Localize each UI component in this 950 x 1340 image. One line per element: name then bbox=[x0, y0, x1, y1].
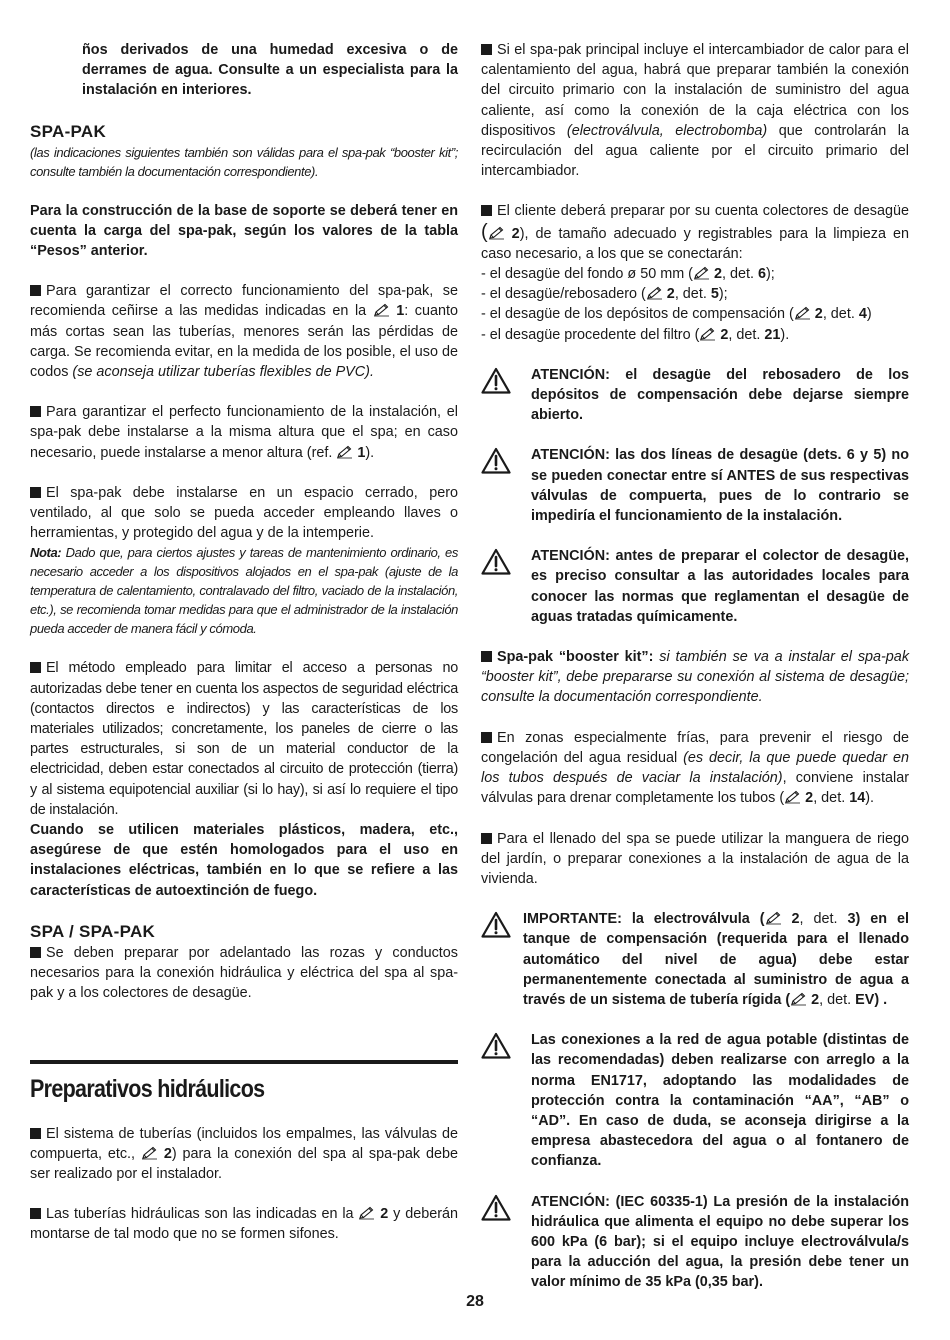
warning-drain-lines-text: ATENCIÓN: las dos líneas de desagüe (dets. 6 y 5) no se pueden conectar entre sí ANTES de sus respectivas válvulas de compuerta, pues de lo contrario se impediría el funcionamiento de la instalación. bbox=[531, 447, 909, 525]
paragraph-height bbox=[30, 402, 458, 463]
reference-number: 2 bbox=[511, 225, 520, 242]
booster-kit-text: si también se va a instalar el spa-pak “booster kit”, debe prepararse su conexión al sistema de desagüe; consulte la documentación correspondiente. bbox=[481, 649, 910, 706]
right-column bbox=[481, 40, 909, 1293]
paragraph-height-text-2: ). bbox=[365, 444, 375, 461]
paragraph-heat-exchanger-italic: (electroválvula, electrobomba) bbox=[566, 122, 768, 139]
square-bullet-icon bbox=[481, 44, 492, 55]
intro-bold-paragraph: ños derivados de una humedad excesiva o de derrames de agua. Consulte a un especialista para la instalación en interiores. bbox=[82, 42, 458, 99]
reference-number: 2 bbox=[666, 286, 675, 303]
warning-pressure-text: ATENCIÓN: (IEC 60335-1) La presión de la instalación hidráulica que alimenta el equipo no debe superar los 600 kPa (6 bar); si el equipo incluye electroválvula/s para la aducción del agua, la presión debe tener un valor mínimo de 35 kPa (0,35 bar). bbox=[531, 1193, 909, 1291]
drain-item-text: - el desagüe/rebosadero ( bbox=[481, 286, 646, 303]
paragraph-piping-text-2: ) para la conexión del spa al spa-pak debe ser realizado por el instalador. bbox=[30, 1145, 459, 1182]
paragraph-filling bbox=[481, 829, 909, 890]
reference-number: 2 bbox=[380, 1206, 389, 1223]
paragraph-enclosure bbox=[30, 483, 458, 544]
spapak-heading: SPA-PAK bbox=[30, 121, 107, 141]
paragraph-drain-text-2: ), de tamaño adecuado y registrables para la limpieza en caso necesario, a los que se conectarán: bbox=[481, 225, 910, 262]
important-text-1: IMPORTANTE: la electroválvula ( bbox=[523, 911, 765, 928]
reference-number: 1 bbox=[357, 444, 366, 461]
important-text-2: ) en el tanque de compensación (requerida para el llenado automático del nivel de agua) debe estar permanentemente conectada al suministro de agua a través de un sistema de tubería rígida ( bbox=[523, 911, 910, 1008]
note-label: Nota: bbox=[30, 545, 62, 561]
note-text: Dado que, para ciertos ajustes y tareas de mantenimiento ordinario, es necesario acceder a los dispositivos alojados en el spa-pak (ajuste de la temperatura de calentamiento, contralavado del filtro, vaciado de la instalación, etc.), se recomienda tomar medidas para que el administrador de la instalación pueda acceder de manera fácil y cómoda. bbox=[30, 545, 458, 637]
detail-number: 21 bbox=[764, 326, 781, 343]
detail-number: 6 bbox=[758, 266, 767, 283]
square-bullet-icon bbox=[30, 662, 41, 673]
paragraph-drain-text: El cliente deberá preparar por su cuenta colectores de desagüe bbox=[497, 203, 909, 220]
paragraph-piping bbox=[30, 1124, 458, 1185]
square-bullet-icon bbox=[481, 205, 492, 216]
warning-overflow bbox=[481, 365, 909, 426]
pencil-reference-icon bbox=[358, 1206, 375, 1220]
spapak-note: (las indicaciones siguientes también son válidas para el spa-pak “booster kit”; consulte también la documentación correspondiente). bbox=[30, 144, 458, 179]
square-bullet-icon bbox=[30, 285, 41, 296]
paragraph-booster-kit bbox=[481, 647, 909, 708]
square-bullet-icon bbox=[30, 406, 41, 417]
filling-text: Para el llenado del spa se puede utilizar la manguera de riego del jardín, o preparar conexiones a la instalación de agua de la vivienda. bbox=[481, 830, 909, 887]
det-label: , det. bbox=[813, 790, 846, 807]
det-label: , det. bbox=[799, 911, 838, 928]
square-bullet-icon bbox=[30, 487, 41, 498]
warning-triangle-icon bbox=[481, 1032, 511, 1059]
warning-local-authorities bbox=[481, 546, 909, 627]
cold-zones-italic: (es decir, la que puede quedar en los tubos después de vaciar la instalación) bbox=[481, 749, 910, 787]
warning-pressure bbox=[481, 1192, 909, 1293]
det-label: , det. bbox=[674, 286, 707, 303]
warning-triangle-icon bbox=[481, 367, 511, 394]
detail-number: 5 bbox=[710, 286, 719, 303]
square-bullet-icon bbox=[30, 1208, 41, 1219]
square-bullet-icon bbox=[481, 732, 492, 743]
paragraph-cold-zones: En zonas especialmente frías, para prevenir el riesgo de congelación del agua residual (es decir, la que puede quedar en los tubos después de vaciar la instalación), conviene instalar válvulas para drenar completamente los tubos ( 2, det. 14). bbox=[481, 729, 910, 807]
paragraph-access-text: El método empleado para limitar el acceso a personas no autorizadas debe tener en cuenta los aspectos de seguridad eléctrica (contactos directos e indirectos) y las características de los materiales utilizados; concretamente, los paneles de cierre o las partes estructurales, si son de un material conductor de la electricidad, deben estar conectados al circuito de protección (tierra) y al sistema equipotencial auxiliar (si lo hay), si así lo requiere el tipo de instalación. bbox=[30, 660, 458, 818]
reference-number: 2 bbox=[791, 911, 800, 928]
drain-item: - el desagüe procedente del filtro ( 2, det. 21). bbox=[481, 326, 790, 343]
warning-triangle-icon bbox=[481, 911, 511, 938]
drain-item-text: - el desagüe del fondo ø 50 mm ( bbox=[481, 266, 693, 283]
drain-item: - el desagüe de los depósitos de compensación ( 2, det. 4) bbox=[481, 306, 872, 323]
paragraph-dimensions-text: Para garantizar el correcto funcionamiento del spa-pak, se recomienda ceñirse a las medidas indicadas en la bbox=[30, 283, 458, 320]
square-bullet-icon bbox=[481, 833, 492, 844]
reference-number: 2 bbox=[163, 1145, 172, 1162]
paragraph-materials-bold: Cuando se utilicen materiales plásticos, madera, etc., asegúrese de que estén homologados para el uso en instalaciones eléctricas, también en lo que se refiere a las características de autoextinción de fuego. bbox=[30, 822, 458, 899]
paragraph-dimensions bbox=[30, 281, 458, 382]
detail-number: 4 bbox=[858, 306, 867, 323]
warning-potable-water-text: Las conexiones a la red de agua potable (distintas de las recomendadas) deben realizarse con arreglo a la norma EN1717, adoptando las modalidades de protección contra la contaminación “AA”, “AB” o “AD”. En caso de duda, se aconseja dirigirse a la empresa abastecedora del agua o al fontanero de confianza. bbox=[531, 1032, 909, 1170]
warning-potable-water bbox=[481, 1030, 909, 1171]
square-bullet-icon bbox=[481, 651, 492, 662]
paragraph-pipes-text: Las tuberías hidráulicas son las indicadas en la bbox=[46, 1206, 354, 1223]
square-bullet-icon bbox=[30, 1128, 41, 1139]
warning-triangle-icon bbox=[481, 548, 511, 575]
det-label: , det. bbox=[822, 306, 855, 323]
paragraph-heat-exchanger-text: Si el spa-pak principal incluye el intercambiador de calor para el calentamiento del agua, habrá que preparar también la conexión del circuito primario con la instalación de suministro del agua caliente, así como la conexión de la caja eléctrica con los dispositivos bbox=[481, 42, 909, 139]
drain-item: - el desagüe del fondo ø 50 mm ( 2, det. 6); bbox=[481, 266, 775, 283]
reference-number: 2 bbox=[805, 790, 814, 807]
note-paragraph bbox=[30, 543, 458, 638]
pencil-reference-icon bbox=[693, 266, 710, 280]
booster-kit-label: Spa-pak “booster kit”: bbox=[497, 649, 654, 666]
det-label: , det. bbox=[728, 326, 761, 343]
paragraph-pipes bbox=[30, 1204, 458, 1244]
warning-triangle-icon bbox=[481, 447, 511, 474]
detail-number: EV bbox=[855, 991, 875, 1008]
pencil-reference-icon bbox=[765, 911, 782, 925]
important-solenoid-valve bbox=[481, 909, 909, 1010]
pencil-reference-icon bbox=[646, 286, 663, 300]
drain-item: - el desagüe/rebosadero ( 2, det. 5); bbox=[481, 286, 728, 303]
drain-item-text: - el desagüe procedente del filtro ( bbox=[481, 326, 700, 343]
paragraph-height-text: Para garantizar el perfecto funcionamiento de la instalación, el spa-pak debe instalarse a la misma altura que el spa; en caso necesario, puede instalarse a menor altura (ref. bbox=[30, 404, 458, 461]
pencil-reference-icon bbox=[488, 226, 505, 240]
spa-spapak-heading: SPA / SPA-PAK bbox=[30, 921, 156, 941]
pencil-reference-icon bbox=[794, 306, 811, 320]
paragraph-heat-exchanger bbox=[481, 40, 909, 181]
hydraulic-heading: Preparativos hidráulicos bbox=[30, 1074, 265, 1103]
paragraph-heat-exchanger-text-2: que controlarán la recirculación del agua caliente por el circuito primario del intercambiador. bbox=[481, 122, 910, 180]
page-number: 28 bbox=[466, 1293, 484, 1310]
section-divider bbox=[30, 1060, 458, 1064]
paragraph-conduits-text: Se deben preparar por adelantado las rozas y conductos necesarios para la conexión hidráulica y eléctrica del spa al spa-pak y a los colectores de desagüe. bbox=[30, 944, 458, 1002]
paragraph-dimensions-italic: (se aconseja utilizar tuberías flexibles de PVC). bbox=[72, 364, 374, 381]
reference-number: 2 bbox=[713, 266, 722, 283]
left-column bbox=[30, 40, 458, 1245]
detail-number: 14 bbox=[849, 790, 866, 807]
pencil-reference-icon bbox=[784, 790, 801, 804]
reference-number: 1 bbox=[396, 303, 405, 320]
pencil-reference-icon bbox=[373, 303, 390, 317]
pencil-reference-icon bbox=[699, 327, 716, 341]
cold-zones-text: En zonas especialmente frías, para prevenir el riesgo de congelación del agua residual bbox=[481, 729, 909, 766]
base-bold-paragraph: Para la construcción de la base de soporte se deberá tener en cuenta la carga del spa-pak, según los valores de la tabla “Pesos” anterior. bbox=[30, 202, 458, 260]
paragraph-access bbox=[30, 658, 458, 820]
warning-triangle-icon bbox=[481, 1194, 511, 1221]
detail-number: 3 bbox=[847, 911, 856, 928]
paragraph-enclosure-text: El spa-pak debe instalarse en un espacio cerrado, pero ventilado, al que solo se pueda acceder empleando llaves o herramientas, y protegido del agua y de la intemperie. bbox=[30, 484, 458, 542]
pencil-reference-icon bbox=[141, 1146, 158, 1160]
paragraph-conduits bbox=[30, 943, 458, 1004]
paragraph-pipes-text-2: y deberán montarse de tal modo que no se formen sifones. bbox=[30, 1206, 459, 1243]
pencil-reference-icon bbox=[790, 992, 807, 1006]
paragraph-piping-text: El sistema de tuberías (incluidos los empalmes, las válvulas de compuerta, etc., bbox=[30, 1125, 458, 1162]
square-bullet-icon bbox=[30, 947, 41, 958]
paragraph-drain-collectors: El cliente deberá preparar por su cuenta colectores de desagüe ( 2), de tamaño adecuado y registrables para la limpieza en caso necesario, a los que se conectarán: bbox=[481, 203, 910, 262]
warning-drain-lines bbox=[481, 445, 909, 526]
important-solenoid-text bbox=[523, 909, 909, 1010]
warning-local-authorities-text: ATENCIÓN: antes de preparar el colector de desagüe, es preciso consultar a las autoridades locales para conocer las normas que reglamentan el desagüe de aguas tratadas químicamente. bbox=[531, 548, 909, 625]
pencil-reference-icon bbox=[336, 445, 353, 459]
det-label: , det. bbox=[819, 991, 852, 1008]
paragraph-dimensions-text-2: : cuanto más cortas sean las tuberías, menores serán las pérdidas de carga. Se recomienda evitar, en la medida de los posible, el uso de codos bbox=[30, 303, 459, 381]
reference-number: 2 bbox=[720, 326, 729, 343]
reference-number: 2 bbox=[814, 306, 823, 323]
det-label: , det. bbox=[722, 266, 754, 283]
drain-list bbox=[481, 264, 909, 345]
reference-number: 2 bbox=[811, 991, 820, 1008]
drain-item-text: - el desagüe de los depósitos de compensación ( bbox=[481, 306, 794, 323]
cold-zones-text-2: , conviene instalar válvulas para drenar completamente los tubos ( bbox=[481, 770, 909, 807]
important-text-3: ) . bbox=[874, 991, 888, 1008]
warning-overflow-text: ATENCIÓN: el desagüe del rebosadero de los depósitos de compensación debe dejarse siempre abierto. bbox=[531, 366, 909, 424]
